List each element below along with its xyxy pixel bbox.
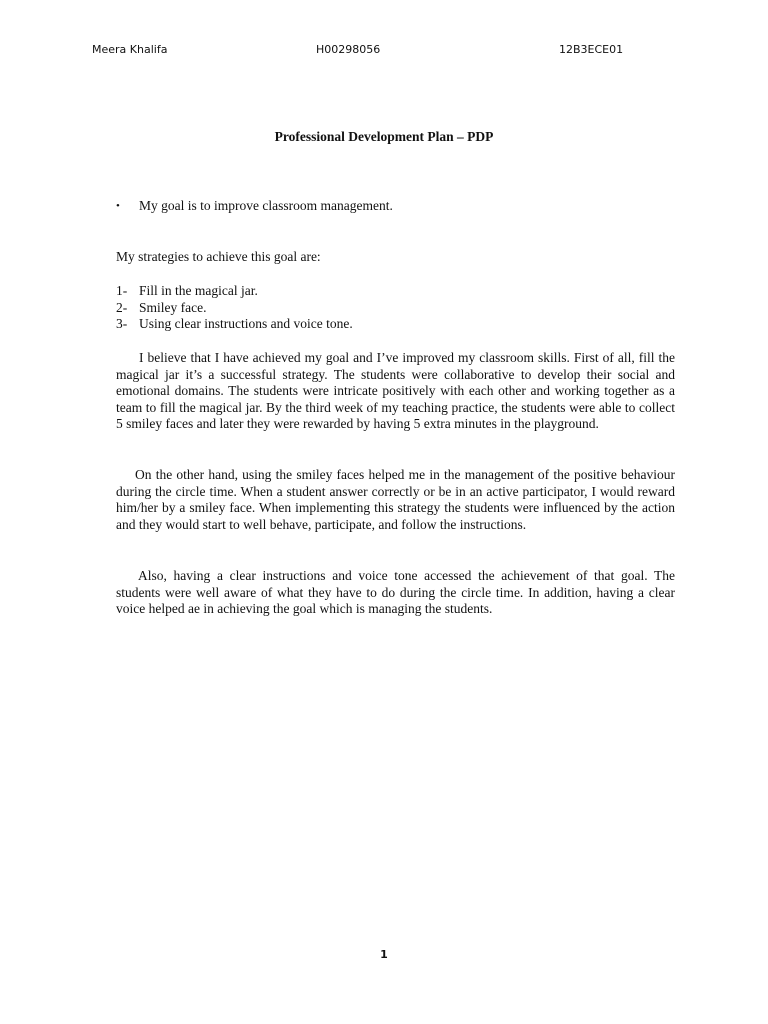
list-item-text: Fill in the magical jar.	[139, 283, 258, 298]
bullet-icon: •	[116, 200, 120, 212]
paragraph-magical-jar: I believe that I have achieved my goal and I’ve improved my classroom skills. First of all, fill the magical jar it’s a successful strategy. The students were collaborative to develop their social and emotional domains. The students were intricate positively with each other and working together as a team to fill the magical jar. By the third week of my teaching practice, the students were able to collect 5 smiley faces and later they were rewarded by having 5 extra minutes in the playground.	[116, 350, 675, 431]
header-course-code: 12B3ECE01	[559, 43, 624, 56]
page-header	[0, 43, 768, 61]
strategies-intro: My strategies to achieve this goal are:	[116, 249, 321, 264]
list-item-text: Using clear instructions and voice tone.	[139, 316, 353, 331]
paragraph-voice-tone: Also, having a clear instructions and voice tone accessed the achievement of that goal. The students were well aware of what they have to do during the circle time. In addition, having a clear voice helped ae in achieving the goal which is managing the students.	[116, 568, 675, 616]
header-student-id: H00298056	[316, 43, 381, 56]
page-number: 1	[380, 948, 388, 961]
list-item-number: 1-	[116, 283, 128, 298]
list-item-number: 3-	[116, 316, 128, 331]
list-item-number: 2-	[116, 299, 128, 315]
header-student-name: Meera Khalifa	[92, 43, 168, 56]
goal-text: My goal is to improve classroom management.	[139, 198, 393, 213]
paragraph-smiley-faces: On the other hand, using the smiley faces helped me in the management of the positive behaviour during the circle time. When a student answer correctly or be in an active participator, I would reward him/her by a smiley face. When implementing this strategy the students were influenced by the action and they would start to well behave, participate, and follow the instructions.	[116, 467, 675, 532]
list-item-text: Smiley face.	[139, 299, 207, 315]
document-title: Professional Development Plan – PDP	[274, 129, 494, 144]
